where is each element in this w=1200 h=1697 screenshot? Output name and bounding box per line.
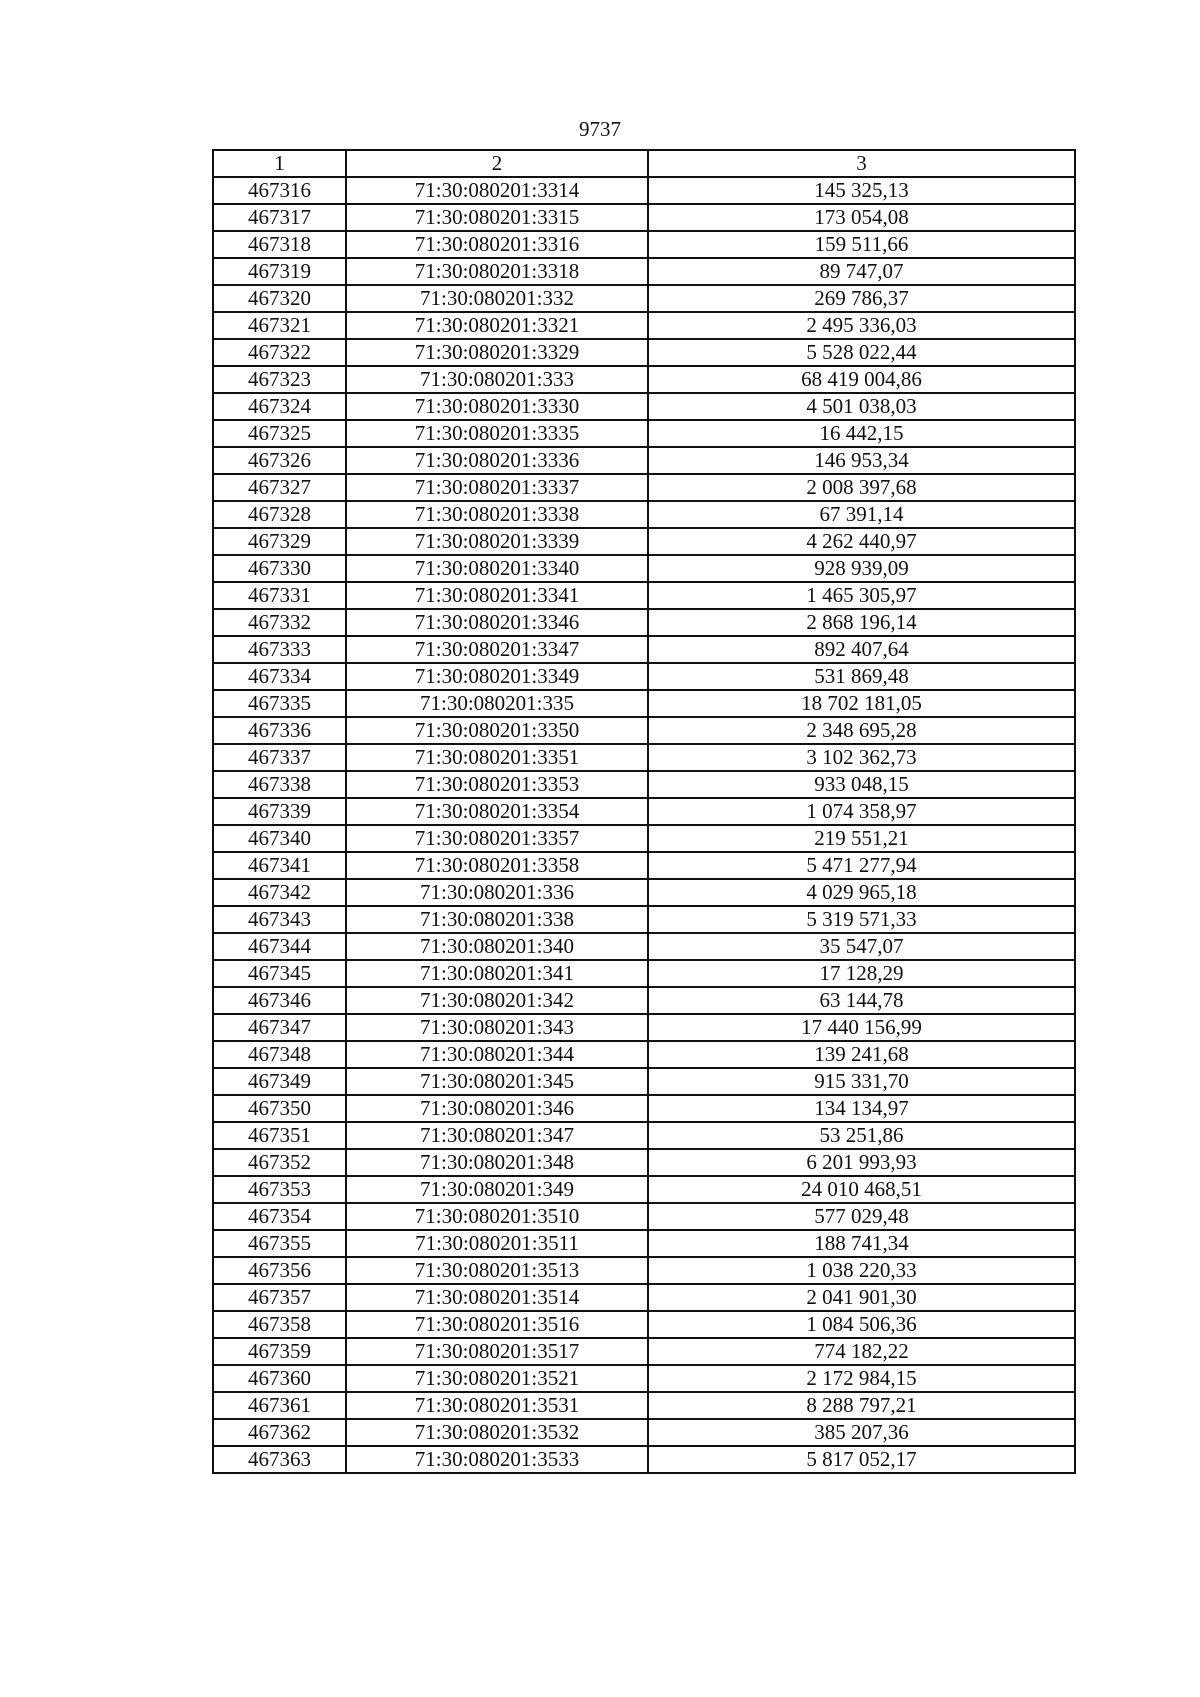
row-number-cell: 467347 — [213, 1014, 346, 1041]
cadastral-value-table — [212, 149, 1076, 1474]
cadastral-number-cell: 71:30:080201:3517 — [346, 1338, 648, 1365]
table-row — [213, 609, 1075, 636]
table-row — [213, 663, 1075, 690]
cadastral-number-cell: 71:30:080201:348 — [346, 1149, 648, 1176]
row-number-cell: 467337 — [213, 744, 346, 771]
cadastral-value-cell: 1 038 220,33 — [648, 1257, 1075, 1284]
row-number-cell: 467322 — [213, 339, 346, 366]
table-row — [213, 825, 1075, 852]
row-number-cell: 467350 — [213, 1095, 346, 1122]
column-header: 3 — [648, 150, 1075, 177]
cadastral-value-cell: 5 528 022,44 — [648, 339, 1075, 366]
cadastral-value-cell: 53 251,86 — [648, 1122, 1075, 1149]
cadastral-number-cell: 71:30:080201:342 — [346, 987, 648, 1014]
cadastral-value-cell: 6 201 993,93 — [648, 1149, 1075, 1176]
cadastral-number-cell: 71:30:080201:3532 — [346, 1419, 648, 1446]
cadastral-value-cell: 134 134,97 — [648, 1095, 1075, 1122]
cadastral-number-cell: 71:30:080201:3321 — [346, 312, 648, 339]
row-number-cell: 467338 — [213, 771, 346, 798]
cadastral-value-cell: 159 511,66 — [648, 231, 1075, 258]
cadastral-number-cell: 71:30:080201:3318 — [346, 258, 648, 285]
cadastral-value-cell: 1 074 358,97 — [648, 798, 1075, 825]
cadastral-value-cell: 2 348 695,28 — [648, 717, 1075, 744]
table-row — [213, 312, 1075, 339]
table-row — [213, 474, 1075, 501]
cadastral-value-cell: 35 547,07 — [648, 933, 1075, 960]
cadastral-number-cell: 71:30:080201:349 — [346, 1176, 648, 1203]
table-row — [213, 231, 1075, 258]
cadastral-number-cell: 71:30:080201:3346 — [346, 609, 648, 636]
table-row — [213, 690, 1075, 717]
cadastral-value-cell: 173 054,08 — [648, 204, 1075, 231]
cadastral-number-cell: 71:30:080201:3315 — [346, 204, 648, 231]
row-number-cell: 467330 — [213, 555, 346, 582]
table-row — [213, 339, 1075, 366]
row-number-cell: 467327 — [213, 474, 346, 501]
table-row — [213, 1365, 1075, 1392]
row-number-cell: 467321 — [213, 312, 346, 339]
cadastral-number-cell: 71:30:080201:3339 — [346, 528, 648, 555]
cadastral-number-cell: 71:30:080201:3347 — [346, 636, 648, 663]
cadastral-value-cell: 63 144,78 — [648, 987, 1075, 1014]
row-number-cell: 467345 — [213, 960, 346, 987]
row-number-cell: 467352 — [213, 1149, 346, 1176]
table-row — [213, 1095, 1075, 1122]
row-number-cell: 467342 — [213, 879, 346, 906]
cadastral-value-cell: 892 407,64 — [648, 636, 1075, 663]
table-row — [213, 1068, 1075, 1095]
row-number-cell: 467320 — [213, 285, 346, 312]
cadastral-value-cell: 17 128,29 — [648, 960, 1075, 987]
page-number: 9737 — [579, 117, 621, 141]
cadastral-number-cell: 71:30:080201:345 — [346, 1068, 648, 1095]
table-row — [213, 852, 1075, 879]
cadastral-number-cell: 71:30:080201:336 — [346, 879, 648, 906]
cadastral-value-cell: 68 419 004,86 — [648, 366, 1075, 393]
row-number-cell: 467318 — [213, 231, 346, 258]
cadastral-number-cell: 71:30:080201:3351 — [346, 744, 648, 771]
table-row — [213, 744, 1075, 771]
cadastral-number-cell: 71:30:080201:3531 — [346, 1392, 648, 1419]
cadastral-value-cell: 2 172 984,15 — [648, 1365, 1075, 1392]
cadastral-value-cell: 4 501 038,03 — [648, 393, 1075, 420]
table-row — [213, 1338, 1075, 1365]
cadastral-value-cell: 774 182,22 — [648, 1338, 1075, 1365]
cadastral-value-cell: 8 288 797,21 — [648, 1392, 1075, 1419]
cadastral-number-cell: 71:30:080201:3340 — [346, 555, 648, 582]
cadastral-number-cell: 71:30:080201:3357 — [346, 825, 648, 852]
row-number-cell: 467361 — [213, 1392, 346, 1419]
row-number-cell: 467329 — [213, 528, 346, 555]
cadastral-number-cell: 71:30:080201:333 — [346, 366, 648, 393]
cadastral-value-cell: 915 331,70 — [648, 1068, 1075, 1095]
table-row — [213, 717, 1075, 744]
row-number-cell: 467349 — [213, 1068, 346, 1095]
row-number-cell: 467325 — [213, 420, 346, 447]
cadastral-number-cell: 71:30:080201:3514 — [346, 1284, 648, 1311]
row-number-cell: 467357 — [213, 1284, 346, 1311]
cadastral-value-cell: 269 786,37 — [648, 285, 1075, 312]
cadastral-value-cell: 2 868 196,14 — [648, 609, 1075, 636]
cadastral-number-cell: 71:30:080201:3330 — [346, 393, 648, 420]
cadastral-number-cell: 71:30:080201:335 — [346, 690, 648, 717]
row-number-cell: 467316 — [213, 177, 346, 204]
cadastral-value-cell: 4 262 440,97 — [648, 528, 1075, 555]
row-number-cell: 467358 — [213, 1311, 346, 1338]
table-row — [213, 1014, 1075, 1041]
row-number-cell: 467341 — [213, 852, 346, 879]
table-row — [213, 1230, 1075, 1257]
cadastral-value-cell: 67 391,14 — [648, 501, 1075, 528]
table-row — [213, 879, 1075, 906]
cadastral-value-cell: 24 010 468,51 — [648, 1176, 1075, 1203]
column-header: 1 — [213, 150, 346, 177]
row-number-cell: 467343 — [213, 906, 346, 933]
cadastral-value-cell: 146 953,34 — [648, 447, 1075, 474]
row-number-cell: 467336 — [213, 717, 346, 744]
cadastral-value-cell: 17 440 156,99 — [648, 1014, 1075, 1041]
cadastral-value-cell: 18 702 181,05 — [648, 690, 1075, 717]
cadastral-value-cell: 1 084 506,36 — [648, 1311, 1075, 1338]
row-number-cell: 467360 — [213, 1365, 346, 1392]
row-number-cell: 467323 — [213, 366, 346, 393]
row-number-cell: 467334 — [213, 663, 346, 690]
table-row — [213, 906, 1075, 933]
table-row — [213, 798, 1075, 825]
cadastral-number-cell: 71:30:080201:3354 — [346, 798, 648, 825]
table-row — [213, 1284, 1075, 1311]
table-row — [213, 960, 1075, 987]
cadastral-number-cell: 71:30:080201:346 — [346, 1095, 648, 1122]
row-number-cell: 467328 — [213, 501, 346, 528]
cadastral-value-cell: 188 741,34 — [648, 1230, 1075, 1257]
table-row — [213, 1446, 1075, 1473]
row-number-cell: 467340 — [213, 825, 346, 852]
cadastral-number-cell: 71:30:080201:3329 — [346, 339, 648, 366]
cadastral-number-cell: 71:30:080201:338 — [346, 906, 648, 933]
row-number-cell: 467362 — [213, 1419, 346, 1446]
cadastral-number-cell: 71:30:080201:3510 — [346, 1203, 648, 1230]
row-number-cell: 467326 — [213, 447, 346, 474]
cadastral-value-cell: 5 817 052,17 — [648, 1446, 1075, 1473]
row-number-cell: 467332 — [213, 609, 346, 636]
cadastral-number-cell: 71:30:080201:332 — [346, 285, 648, 312]
table-row — [213, 1257, 1075, 1284]
cadastral-number-cell: 71:30:080201:3358 — [346, 852, 648, 879]
cadastral-value-cell: 219 551,21 — [648, 825, 1075, 852]
cadastral-value-cell: 4 029 965,18 — [648, 879, 1075, 906]
table-row — [213, 555, 1075, 582]
cadastral-value-cell: 385 207,36 — [648, 1419, 1075, 1446]
cadastral-number-cell: 71:30:080201:343 — [346, 1014, 648, 1041]
column-header: 2 — [346, 150, 648, 177]
cadastral-number-cell: 71:30:080201:3316 — [346, 231, 648, 258]
table-row — [213, 501, 1075, 528]
table-row — [213, 528, 1075, 555]
row-number-cell: 467353 — [213, 1176, 346, 1203]
table-header-row — [213, 150, 1075, 177]
table-row — [213, 636, 1075, 663]
table-row — [213, 1419, 1075, 1446]
row-number-cell: 467335 — [213, 690, 346, 717]
row-number-cell: 467354 — [213, 1203, 346, 1230]
cadastral-value-cell: 139 241,68 — [648, 1041, 1075, 1068]
table-row — [213, 393, 1075, 420]
cadastral-value-cell: 89 747,07 — [648, 258, 1075, 285]
cadastral-number-cell: 71:30:080201:3533 — [346, 1446, 648, 1473]
table-body — [213, 177, 1075, 1473]
row-number-cell: 467331 — [213, 582, 346, 609]
row-number-cell: 467356 — [213, 1257, 346, 1284]
cadastral-value-cell: 2 041 901,30 — [648, 1284, 1075, 1311]
table-row — [213, 447, 1075, 474]
cadastral-value-cell: 2 008 397,68 — [648, 474, 1075, 501]
cadastral-number-cell: 71:30:080201:340 — [346, 933, 648, 960]
table-row — [213, 771, 1075, 798]
table-row — [213, 1122, 1075, 1149]
row-number-cell: 467333 — [213, 636, 346, 663]
row-number-cell: 467324 — [213, 393, 346, 420]
cadastral-number-cell: 71:30:080201:3349 — [346, 663, 648, 690]
cadastral-number-cell: 71:30:080201:3516 — [346, 1311, 648, 1338]
table-row — [213, 1041, 1075, 1068]
cadastral-value-cell: 577 029,48 — [648, 1203, 1075, 1230]
cadastral-value-cell: 2 495 336,03 — [648, 312, 1075, 339]
row-number-cell: 467344 — [213, 933, 346, 960]
cadastral-number-cell: 71:30:080201:3521 — [346, 1365, 648, 1392]
row-number-cell: 467346 — [213, 987, 346, 1014]
table-row — [213, 1311, 1075, 1338]
cadastral-number-cell: 71:30:080201:3350 — [346, 717, 648, 744]
row-number-cell: 467319 — [213, 258, 346, 285]
cadastral-value-cell: 5 319 571,33 — [648, 906, 1075, 933]
table-row — [213, 1176, 1075, 1203]
table-row — [213, 258, 1075, 285]
cadastral-number-cell: 71:30:080201:341 — [346, 960, 648, 987]
cadastral-number-cell: 71:30:080201:3341 — [346, 582, 648, 609]
table-row — [213, 366, 1075, 393]
table-row — [213, 1149, 1075, 1176]
cadastral-number-cell: 71:30:080201:3314 — [346, 177, 648, 204]
table-row — [213, 987, 1075, 1014]
row-number-cell: 467355 — [213, 1230, 346, 1257]
cadastral-number-cell: 71:30:080201:347 — [346, 1122, 648, 1149]
row-number-cell: 467351 — [213, 1122, 346, 1149]
row-number-cell: 467317 — [213, 204, 346, 231]
table-row — [213, 420, 1075, 447]
row-number-cell: 467348 — [213, 1041, 346, 1068]
cadastral-value-cell: 5 471 277,94 — [648, 852, 1075, 879]
row-number-cell: 467359 — [213, 1338, 346, 1365]
cadastral-value-cell: 145 325,13 — [648, 177, 1075, 204]
cadastral-number-cell: 71:30:080201:3335 — [346, 420, 648, 447]
table-row — [213, 1203, 1075, 1230]
row-number-cell: 467363 — [213, 1446, 346, 1473]
cadastral-number-cell: 71:30:080201:3338 — [346, 501, 648, 528]
cadastral-number-cell: 71:30:080201:3511 — [346, 1230, 648, 1257]
table-row — [213, 204, 1075, 231]
table-row — [213, 285, 1075, 312]
cadastral-value-cell: 16 442,15 — [648, 420, 1075, 447]
cadastral-value-cell: 3 102 362,73 — [648, 744, 1075, 771]
cadastral-number-cell: 71:30:080201:3337 — [346, 474, 648, 501]
table-row — [213, 582, 1075, 609]
cadastral-number-cell: 71:30:080201:3336 — [346, 447, 648, 474]
table-row — [213, 1392, 1075, 1419]
cadastral-value-cell: 928 939,09 — [648, 555, 1075, 582]
cadastral-number-cell: 71:30:080201:3513 — [346, 1257, 648, 1284]
cadastral-number-cell: 71:30:080201:3353 — [346, 771, 648, 798]
cadastral-value-cell: 531 869,48 — [648, 663, 1075, 690]
cadastral-value-cell: 933 048,15 — [648, 771, 1075, 798]
cadastral-number-cell: 71:30:080201:344 — [346, 1041, 648, 1068]
table-row — [213, 933, 1075, 960]
row-number-cell: 467339 — [213, 798, 346, 825]
table-row — [213, 177, 1075, 204]
cadastral-value-cell: 1 465 305,97 — [648, 582, 1075, 609]
